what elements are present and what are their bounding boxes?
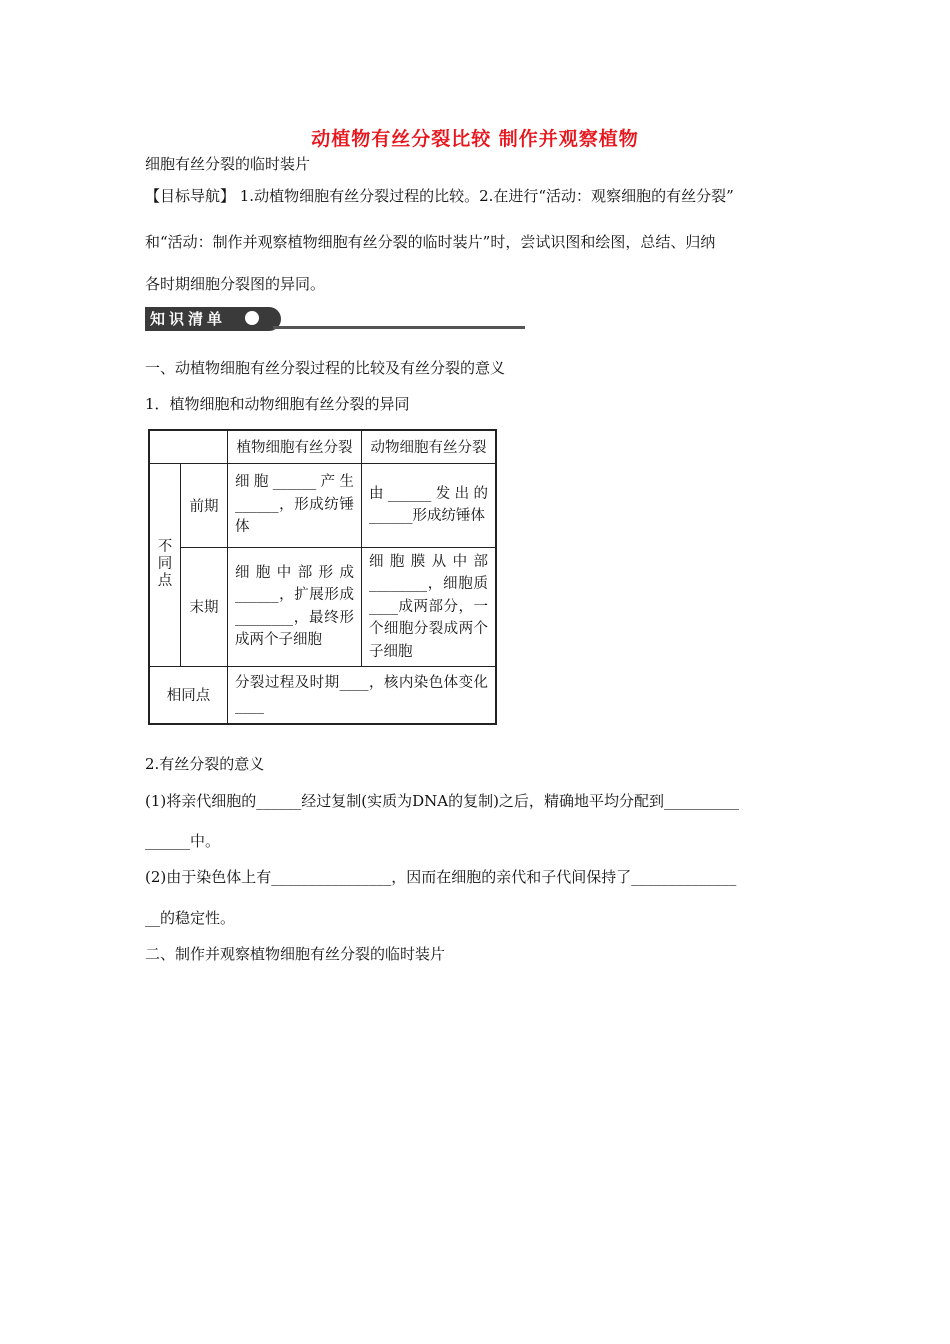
header-plant: 植物细胞有丝分裂 bbox=[228, 430, 362, 463]
cell-animal-early bbox=[362, 463, 497, 547]
bullet-dot-icon bbox=[245, 311, 259, 325]
row-late: 末期 bbox=[181, 547, 228, 667]
paragraph-2-line-1: (2)由于染色体上有________________，因而在细胞的亲代和子代间保持了______________ bbox=[145, 868, 737, 886]
cell-same-text: 分裂过程及时期____，核内染色体变化____ bbox=[235, 675, 488, 714]
comparison-table bbox=[148, 429, 497, 725]
goal-line-2: 和“活动：制作并观察植物细胞有丝分裂的临时装片”时，尝试识图和绘图，总结、归纳 bbox=[145, 233, 716, 251]
cell-plant-late bbox=[228, 547, 362, 667]
goal-line-1: 【目标导航】 1.动植物细胞有丝分裂过程的比较。2.在进行“活动：观察细胞的有丝分裂” bbox=[145, 187, 734, 205]
page-title: 动植物有丝分裂比较 制作并观察植物 bbox=[311, 128, 639, 150]
knowledge-banner bbox=[145, 307, 525, 333]
banner-label: 知识清单 bbox=[145, 307, 264, 331]
paragraph-1-line-1: (1)将亲代细胞的______经过复制(实质为DNA的复制)之后，精确地平均分配到__________ bbox=[145, 792, 739, 810]
goal-line-3: 各时期细胞分裂图的异同。 bbox=[145, 275, 326, 293]
cell-animal-late-text: 细胞膜从中部________，细胞质____成两部分，一个细胞分裂成两个子细胞 bbox=[369, 553, 488, 660]
table-corner bbox=[149, 430, 228, 463]
page-subtitle: 细胞有丝分裂的临时装片 bbox=[145, 155, 311, 173]
paragraph-2-line-2: __的稳定性。 bbox=[145, 909, 236, 927]
paragraph-1-line-2: ______中。 bbox=[145, 832, 221, 850]
group-different bbox=[149, 463, 181, 667]
cell-animal-early-text: 由______发出的______形成纺锤体 bbox=[369, 485, 488, 524]
cell-same bbox=[228, 667, 497, 724]
row-same: 相同点 bbox=[149, 667, 228, 724]
header-animal: 动物细胞有丝分裂 bbox=[362, 430, 497, 463]
group-different-label: 不同点 bbox=[157, 539, 173, 590]
item-2-heading: 2.有丝分裂的意义 bbox=[145, 755, 265, 773]
section-1-heading: 一、动植物细胞有丝分裂过程的比较及有丝分裂的意义 bbox=[145, 359, 506, 377]
cell-animal-late bbox=[362, 547, 497, 667]
cell-plant-early bbox=[228, 463, 362, 547]
cell-plant-early-text: 细胞______产生______，形成纺锤体 bbox=[235, 474, 354, 536]
item-1-heading: 1．植物细胞和动物细胞有丝分裂的异同 bbox=[145, 395, 410, 413]
banner-rule bbox=[273, 326, 525, 329]
row-early: 前期 bbox=[181, 463, 228, 547]
cell-plant-late-text: 细胞中部形成______，扩展形成________，最终形成两个子细胞 bbox=[235, 564, 354, 649]
section-2-heading: 二、制作并观察植物细胞有丝分裂的临时装片 bbox=[145, 945, 446, 963]
